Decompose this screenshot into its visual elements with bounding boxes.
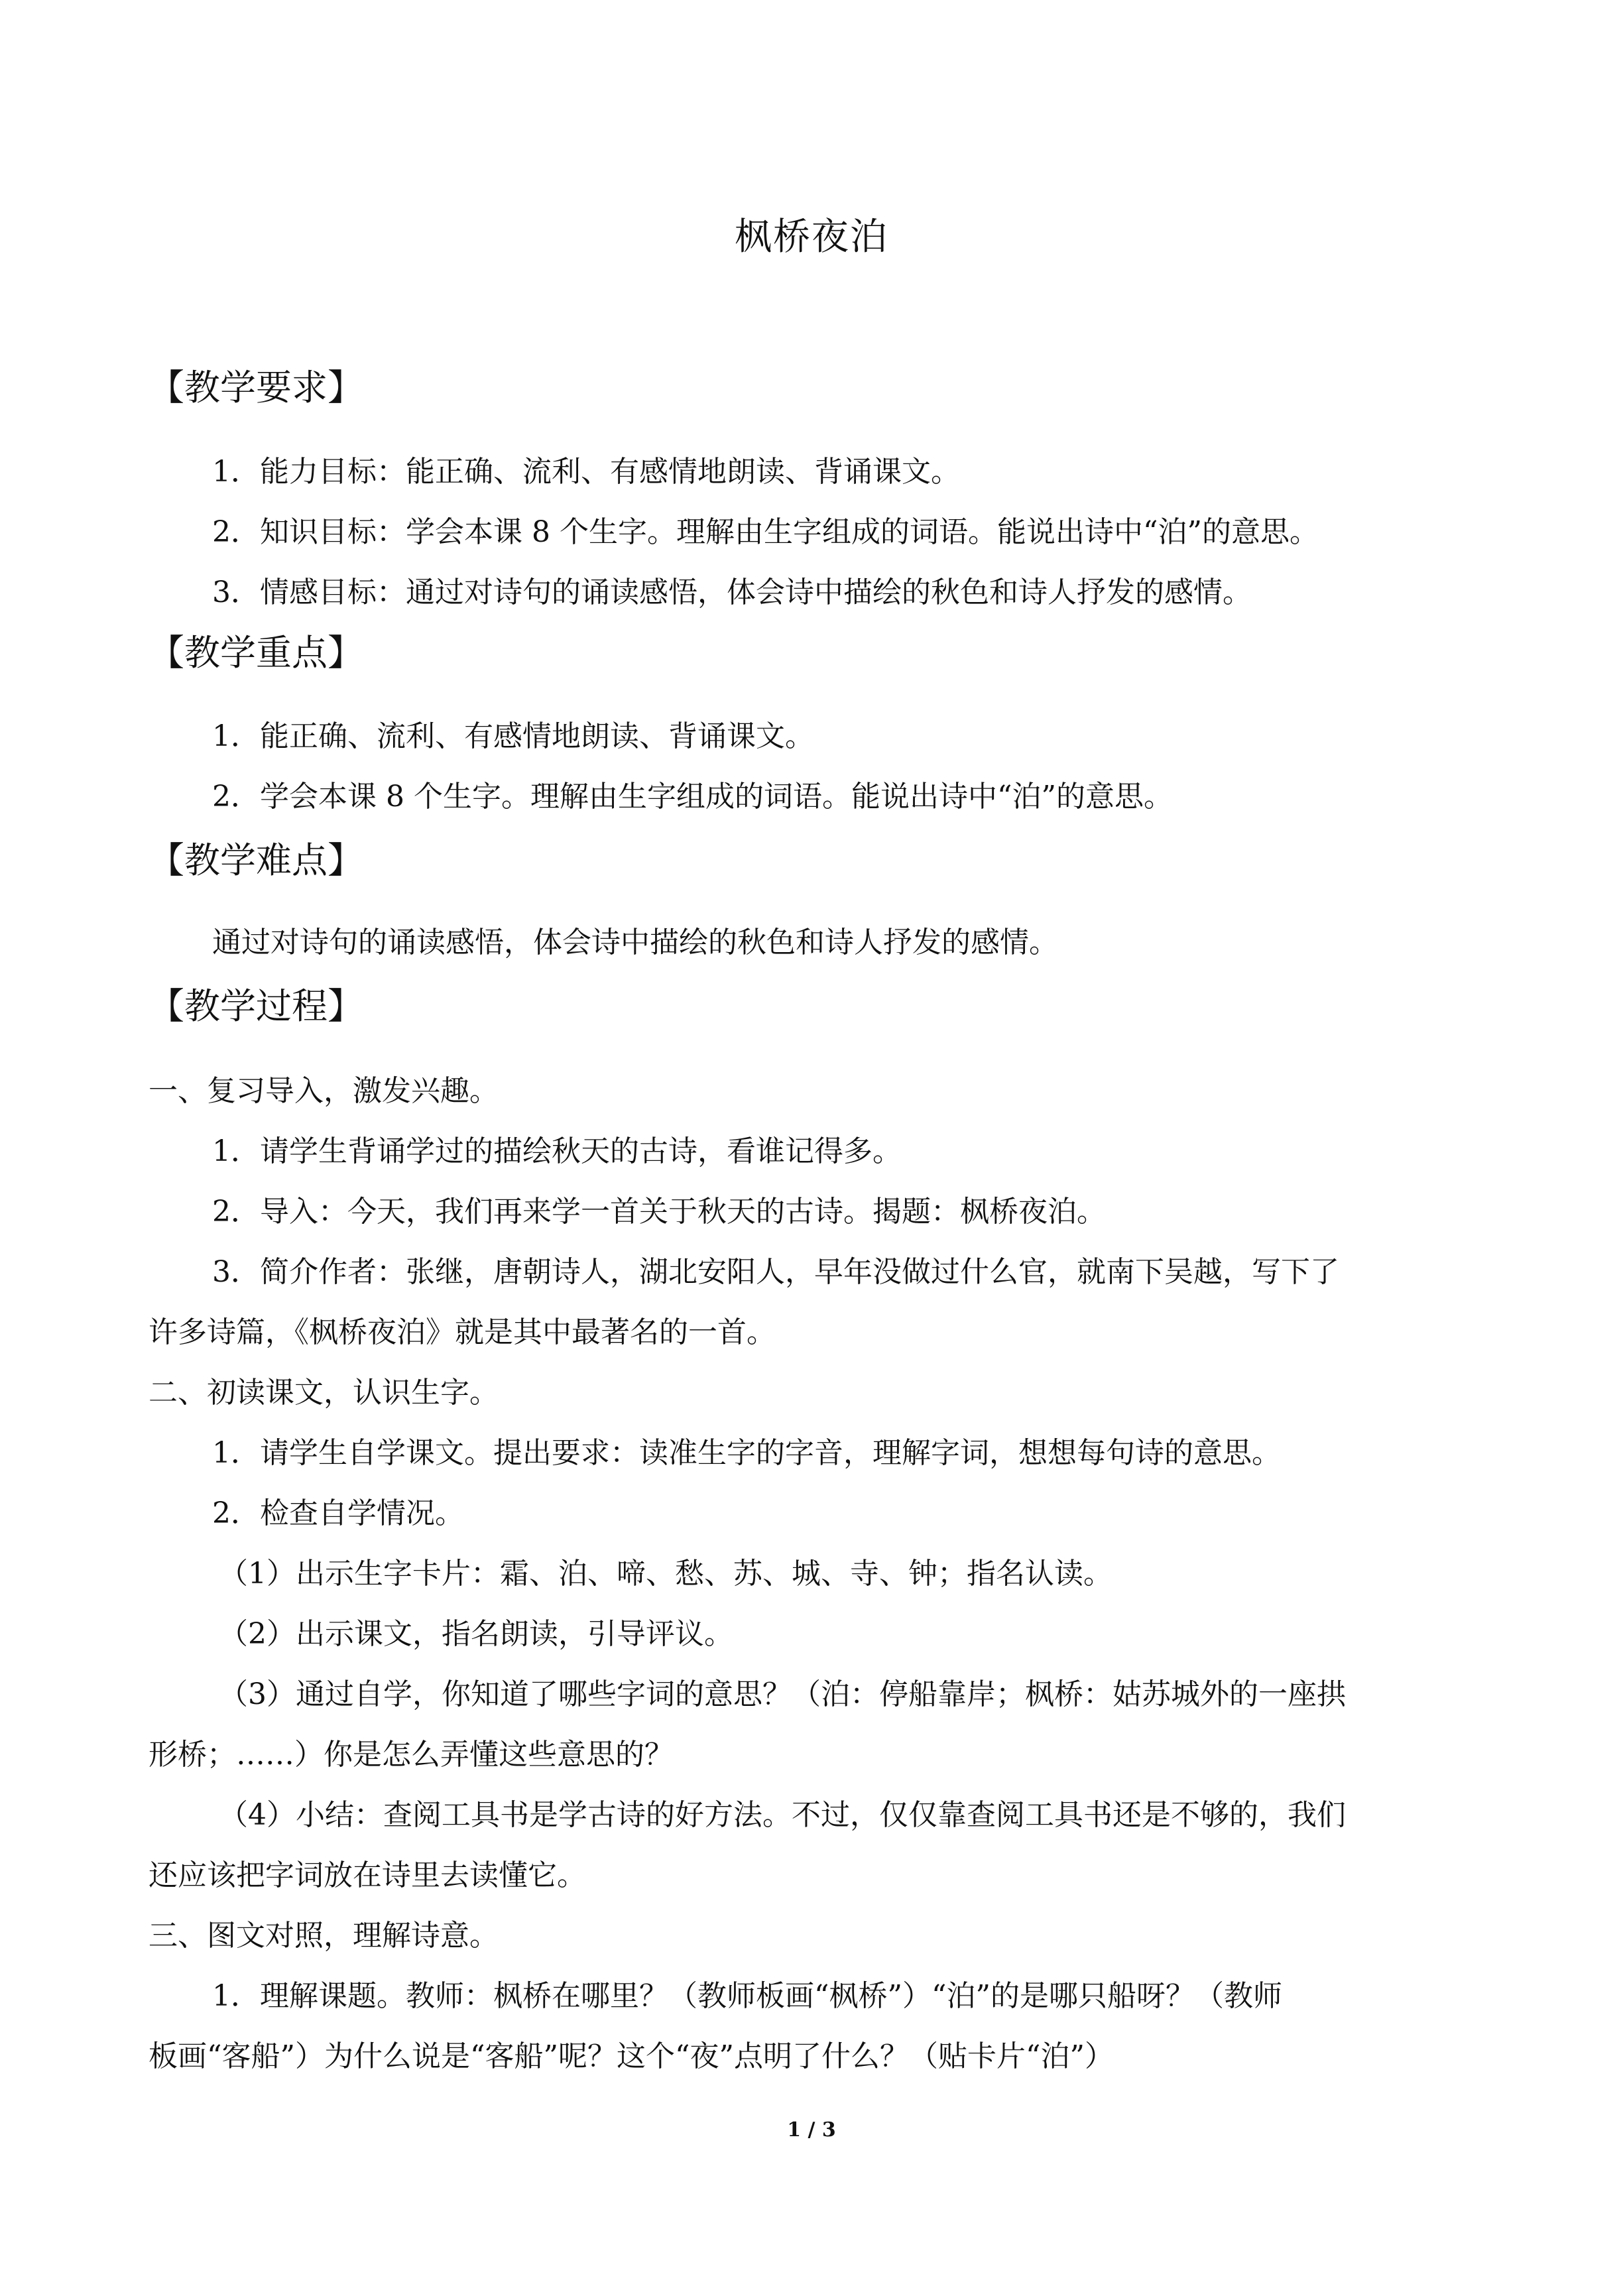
requirement-item: 1．能力目标：能正确、流利、有感情地朗读、背诵课文。: [212, 455, 960, 489]
process-line: 1．理解课题。教师：枫桥在哪里？（教师板画“枫桥”）“泊”的是哪只船呀？（教师: [212, 1979, 1282, 2013]
process-line: 3．简介作者：张继，唐朝诗人，湖北安阳人，早年没做过什么官，就南下吴越，写下了: [212, 1255, 1339, 1289]
key-point-item: 1．能正确、流利、有感情地朗读、背诵课文。: [212, 719, 814, 753]
document-title: 枫桥夜泊: [735, 215, 888, 259]
requirement-item: 2．知识目标：学会本课 8 个生字。理解由生字组成的词语。能说出诗中“泊”的意思。: [212, 515, 1319, 549]
process-line: 2．导入：今天，我们再来学一首关于秋天的古诗。揭题：枫桥夜泊。: [212, 1195, 1106, 1229]
section-heading-difficulties: 【教学难点】: [149, 839, 363, 881]
process-line: 1．请学生自学课文。提出要求：读准生字的字音，理解字词，想想每句诗的意思。: [212, 1436, 1281, 1470]
section-heading-requirements: 【教学要求】: [149, 367, 363, 408]
process-line: 还应该把字词放在诗里去读懂它。: [149, 1858, 586, 1892]
process-step-title: 一、复习导入，激发兴趣。: [149, 1074, 499, 1108]
requirement-item: 3．情感目标：通过对诗句的诵读感悟，体会诗中描绘的秋色和诗人抒发的感情。: [212, 575, 1252, 609]
process-line: 2．检查自学情况。: [212, 1496, 464, 1530]
process-line: （1）出示生字卡片：霜、泊、啼、愁、苏、城、寺、钟；指名认读。: [219, 1557, 1112, 1591]
section-heading-process: 【教学过程】: [149, 985, 363, 1027]
process-line: （3）通过自学，你知道了哪些字词的意思？（泊：停船靠岸；枫桥：姑苏城外的一座拱: [219, 1677, 1346, 1711]
key-point-item: 2．学会本课 8 个生字。理解由生字组成的词语。能说出诗中“泊”的意思。: [212, 780, 1173, 814]
process-line: 许多诗篇，《枫桥夜泊》就是其中最著名的一首。: [149, 1315, 776, 1349]
process-line: 1．请学生背诵学过的描绘秋天的古诗，看谁记得多。: [212, 1134, 902, 1168]
difficulty-text: 通过对诗句的诵读感悟，体会诗中描绘的秋色和诗人抒发的感情。: [212, 926, 1058, 959]
process-line: （2）出示课文，指名朗读，引导评议。: [219, 1617, 733, 1651]
section-heading-key-points: 【教学重点】: [149, 632, 363, 674]
page-number: 1 / 3: [787, 2118, 836, 2142]
process-line: （4）小结：查阅工具书是学古诗的好方法。不过，仅仅靠查阅工具书还是不够的，我们: [219, 1798, 1346, 1832]
process-step-title: 三、图文对照，理解诗意。: [149, 1919, 499, 1953]
process-line: 形桥；……）你是怎么弄懂这些意思的？: [149, 1738, 674, 1772]
process-line: 板画“客船”）为什么说是“客船”呢？这个“夜”点明了什么？（贴卡片“泊”）: [149, 2039, 1114, 2073]
process-step-title: 二、初读课文，认识生字。: [149, 1376, 499, 1410]
